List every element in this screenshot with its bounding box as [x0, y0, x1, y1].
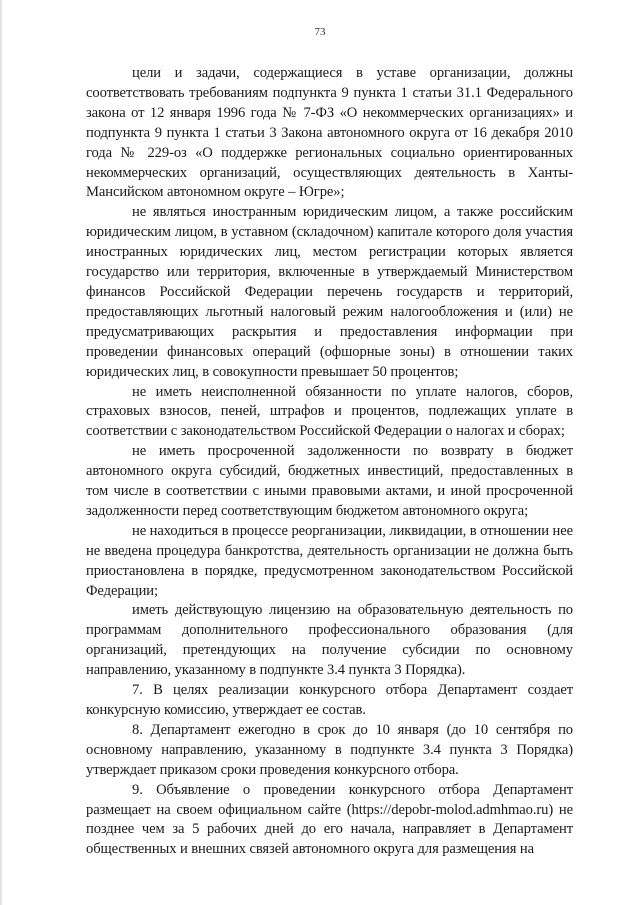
paragraph-foreign-entity: не являться иностранным юридическим лицом, а также российским юридическим лицом, в уставном (складочном) капитале которого доля участия иностранных юридических лиц, местом регистрации которых является государство или территория, включенные в утверждаемый Министерством финансов Российской Федерации перечень государств и территорий, предоставляющих льготный налоговый режим налогообложения и (или) не предусматривающих раскрытия и предоставления информации при проведении финансовых операций (офшорные зоны) в отношении таких юридических лиц, в совокупности превышает 50 процентов; — [86, 204, 573, 380]
document-body — [86, 64, 573, 860]
paragraph-overdue-debt: не иметь просроченной задолженности по возврату в бюджет автономного округа субсидий, бюджетных инвестиций, предоставленных в том числе в соответствии с иными правовыми актами, и иной просроченной задолженности перед соответствующим бюджетом автономного округа; — [86, 443, 573, 519]
paragraph-item-7: 7. В целях реализации конкурсного отбора Департамент создает конкурсную комиссию, утверждает ее состав. — [86, 682, 573, 718]
paragraph-item-9: 9. Объявление о проведении конкурсного отбора Департамент размещает на своем официальном сайте (https://depobr-molod.admhmao.ru) не позднее чем за 5 рабочих дней до его начала, направляет в Департамент общественных и внешних связей автономного округа для размещения на — [86, 781, 573, 858]
paragraph-goals: цели и задачи, содержащиеся в уставе организации, должны соответствовать требованиям подпункта 9 пункта 1 статьи 31.1 Федерального закона от 12 января 1996 года № 7-ФЗ «О некоммерческих организациях» и подпункта 9 пункта 1 статьи 3 Закона автономного округа от 16 декабря 2010 года № 229-оз «О поддержке региональных социально ориентированных некоммерческих организаций, осуществляющих деятельность в Ханты-Мансийском автономном округе – Югре»; — [86, 65, 573, 201]
paragraph-tax-obligations: не иметь неисполненной обязанности по уплате налогов, сборов, страховых взносов, пеней, штрафов и процентов, подлежащих уплате в соответствии с законодательством Российской Федерации о налогах и сборах; — [86, 383, 573, 440]
page-number: 73 — [314, 26, 326, 38]
paragraph-item-8: 8. Департамент ежегодно в срок до 10 января (до 10 сентября по основному направлению, указанному в подпункте 3.4 пункта 3 Порядка) утверждает приказом сроки проведения конкурсного отбора. — [86, 721, 573, 778]
paragraph-reorganization: не находиться в процессе реорганизации, ликвидации, в отношении нее не введена процедура банкротства, деятельность организации не должна быть приостановлена в порядке, предусмотренном законодательством Российской Федерации; — [86, 522, 573, 599]
paragraph-license: иметь действующую лицензию на образовательную деятельность по программам дополнительного профессионального образования (для организаций, претендующих на получение субсидии по основному направлению, указанному в подпункте 3.4 пункта 3 Порядка). — [86, 602, 573, 679]
scan-edge — [0, 0, 3, 905]
